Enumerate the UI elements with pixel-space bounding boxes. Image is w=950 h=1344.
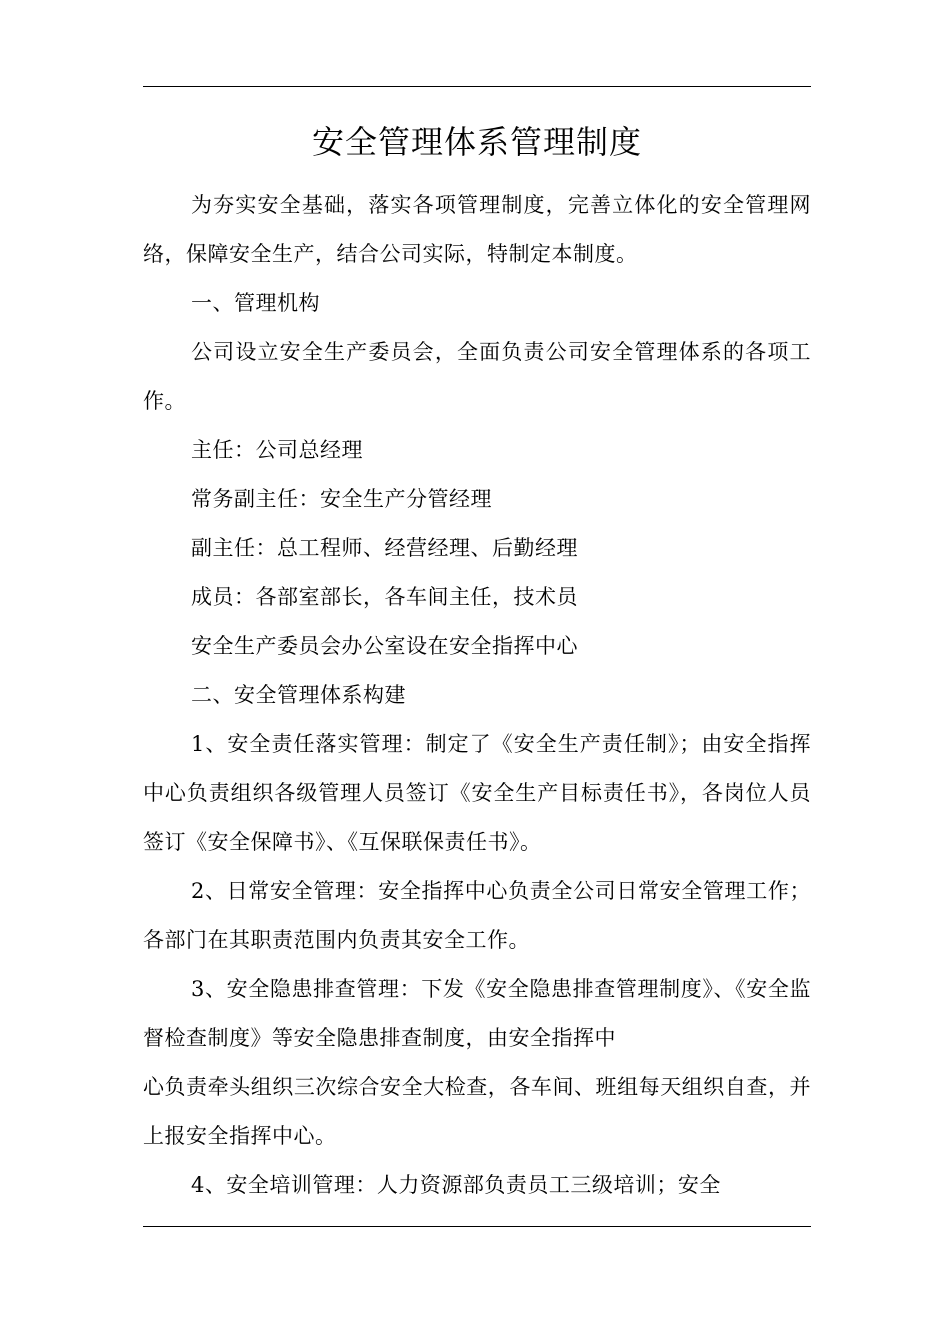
document-body [143, 181, 811, 1210]
paragraph-office: 安全生产委员会办公室设在安全指挥中心 [191, 634, 578, 658]
list-item-hazard-inspection-cont: 心负责牵头组织三次综合安全大检查，各车间、班组每天组织自查，并上报安全指挥中心。 [143, 1075, 811, 1148]
document-title: 安全管理体系管理制度 [311, 123, 642, 161]
paragraph-organization-desc: 公司设立安全生产委员会，全面负责公司安全管理体系的各项工作。 [143, 340, 811, 413]
paragraph-deputy: 副主任：总工程师、经营经理、后勤经理 [191, 536, 578, 560]
paragraph-executive-deputy: 常务副主任：安全生产分管经理 [191, 487, 492, 511]
section-heading-system: 二、安全管理体系构建 [191, 683, 406, 707]
footer-rule [143, 1226, 811, 1227]
list-item-responsibility: 1、安全责任落实管理：制定了《安全生产责任制》；由安全指挥中心负责组织各级管理人员签订《安全生产目标责任书》，各岗位人员签订《安全保障书》、《互保联保责任书》。 [143, 732, 811, 854]
paragraph-intro: 为夯实安全基础，落实各项管理制度，完善立体化的安全管理网络，保障安全生产，结合公司实际，特制定本制度。 [143, 193, 811, 266]
list-item-hazard-inspection: 3、安全隐患排查管理：下发《安全隐患排查管理制度》、《安全监督检查制度》等安全隐患排查制度，由安全指挥中 [143, 977, 811, 1050]
paragraph-members: 成员：各部室部长，各车间主任，技术员 [191, 585, 578, 609]
header-rule [143, 86, 811, 87]
paragraph-director: 主任：公司总经理 [191, 438, 363, 462]
list-item-training: 4、安全培训管理：人力资源部负责员工三级培训；安全 [191, 1173, 721, 1197]
section-heading-organization: 一、管理机构 [191, 291, 320, 315]
list-item-daily-management: 2、日常安全管理：安全指挥中心负责全公司日常安全管理工作；各部门在其职责范围内负责其安全工作。 [143, 879, 811, 952]
